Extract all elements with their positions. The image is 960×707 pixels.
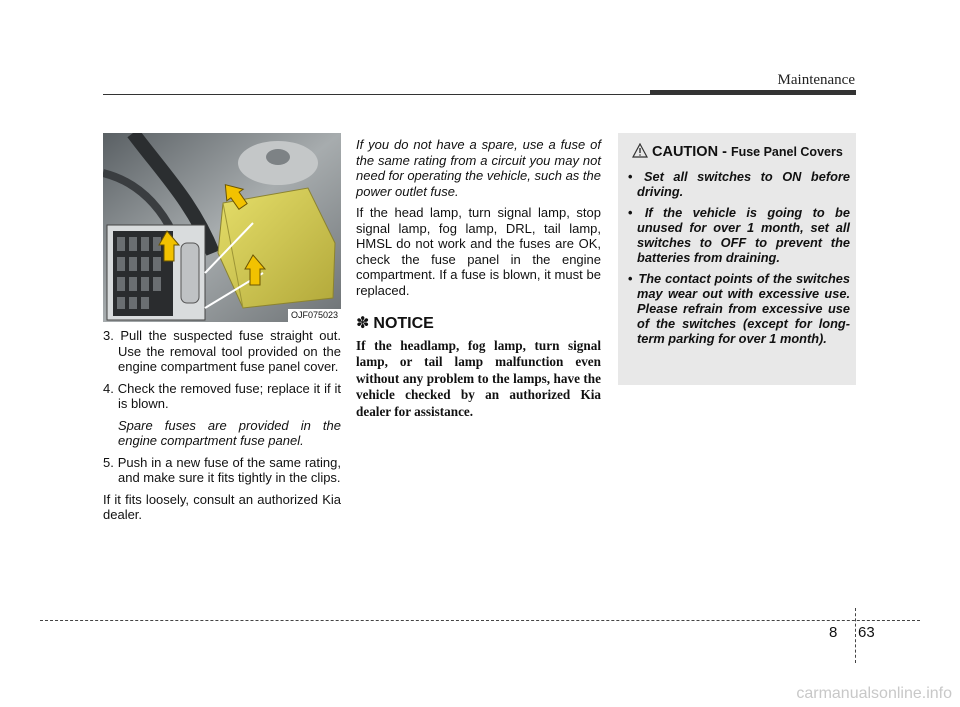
caution-item: • The contact points of the switches may wear out with excessive use. Please refrain from excessive use of the switches (except for long-term parking for over 1 month). <box>628 271 851 346</box>
site-watermark: carmanualsonline.info <box>796 685 952 702</box>
step-3: 3. Pull the suspected fuse straight out. Use the removal tool provided on the engine compartment fuse panel cover. <box>103 328 341 374</box>
left-column <box>103 328 341 529</box>
warning-triangle-icon <box>632 143 648 158</box>
engine-compartment-photo <box>103 133 341 322</box>
spare-advice-paragraph: If you do not have a spare, use a fuse of the same rating from a circuit you may not need for operating the vehicle, such as the power outlet fuse. <box>356 137 601 199</box>
step-5: 5. Push in a new fuse of the same rating, and make sure it fits tightly in the clips. <box>103 454 341 485</box>
caution-item: • If the vehicle is going to be unused for over 1 month, set all switches to OFF to prevent the batteries from draining. <box>628 205 850 265</box>
caution-heading <box>632 143 850 161</box>
caution-item: • Set all switches to ON before driving. <box>628 169 851 199</box>
notice-title: NOTICE <box>373 315 434 332</box>
footer-divider <box>855 608 856 663</box>
lamp-check-paragraph: If the head lamp, turn signal lamp, stop signal lamp, fog lamp, DRL, tail lamp, HMSL do not work and the fuses are OK, check the fuse panel in the engine compartment. If a fuse is blown, it must be replaced. <box>356 205 601 298</box>
section-title: Maintenance <box>777 72 855 88</box>
notice-body: If the headlamp, fog lamp, turn signal lamp, or tail lamp malfunction even without any problem to the lamps, have the vehicle checked by an authorized Kia dealer for assistance. <box>356 337 601 419</box>
caution-list <box>626 169 850 346</box>
chapter-number: 8 <box>829 624 838 641</box>
loose-fit-paragraph: If it fits loosely, consult an authorized Kia dealer. <box>103 491 341 522</box>
notice-heading <box>356 316 601 332</box>
caution-box <box>618 133 856 385</box>
notice-icon: ✽ <box>356 315 370 332</box>
spare-fuse-note: Spare fuses are provided in the engine compartment fuse panel. <box>118 417 341 448</box>
figure-code: OJF075023 <box>288 309 341 322</box>
fuse-panel-illustration <box>103 133 341 322</box>
step-4: 4. Check the removed fuse; replace it if it is blown. <box>103 380 341 411</box>
middle-column <box>356 137 601 420</box>
page-number: 63 <box>858 624 875 641</box>
header-rule-accent <box>650 90 856 95</box>
caution-subtitle: Fuse Panel Covers <box>730 145 843 159</box>
caution-title: CAUTION - <box>652 144 731 160</box>
footer-rule <box>40 620 920 621</box>
